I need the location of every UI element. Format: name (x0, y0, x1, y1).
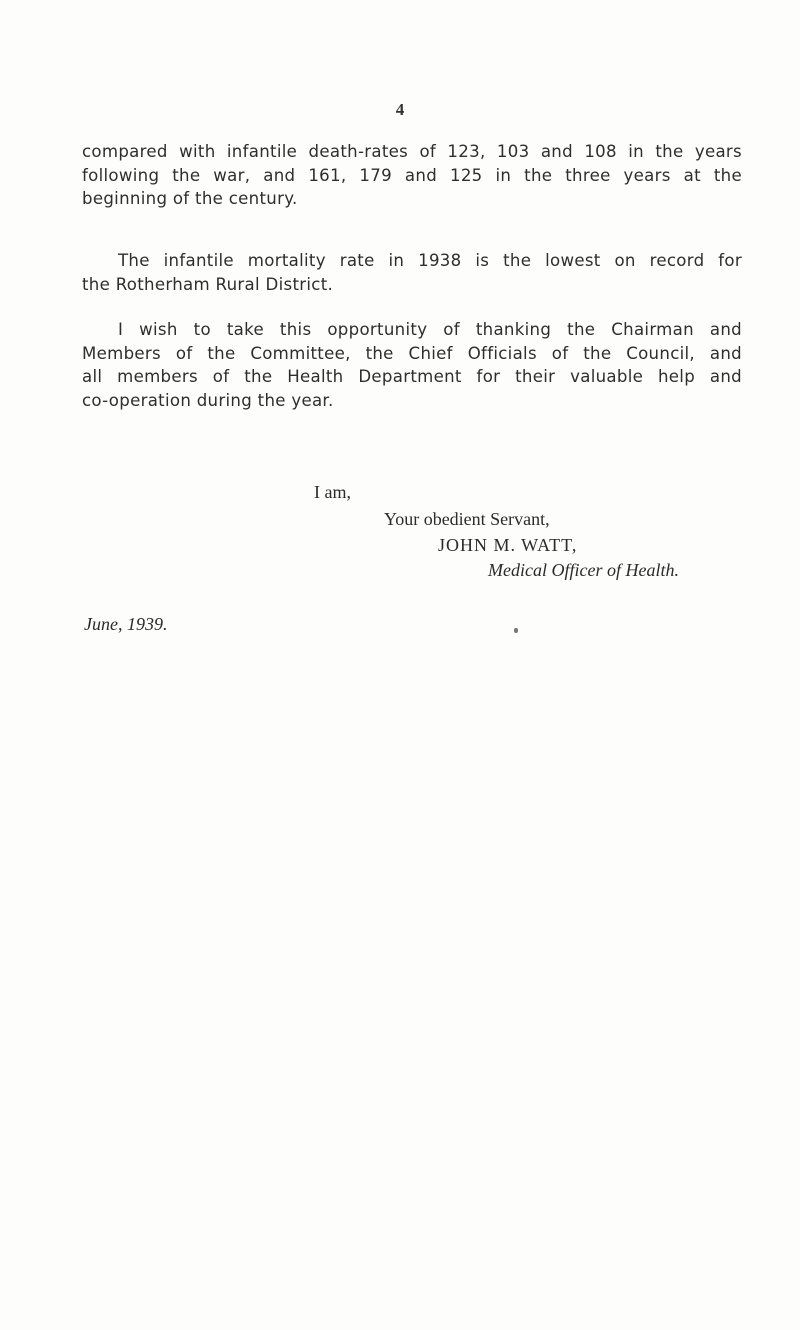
closing-valediction: Your obedient Servant, (384, 509, 550, 529)
signer-name: JOHN M. WATT, (438, 535, 578, 555)
closing-salutation: I am, (314, 482, 351, 502)
signer-title: Medical Officer of Health. (488, 560, 679, 580)
text-line: compared with infantile death-rates of 123, 103 and 108 in the years (82, 142, 742, 161)
page-number: 4 (395, 100, 405, 119)
text-line: The infantile mortality rate in 1938 is the lowest on record for (118, 251, 742, 270)
text-line: Members of the Committee, the Chief Officials of the Council, and (82, 343, 742, 363)
paragraph-death-rates (82, 140, 742, 211)
text-line: following the war, and 161, 179 and 125 in the three years at the (82, 165, 742, 185)
text-line: I wish to take this opportunity of thanking the Chairman and (118, 320, 742, 339)
dateline: June, 1939. (84, 614, 168, 634)
text-line: the Rotherham Rural District. (82, 274, 334, 294)
paper-speck (514, 628, 518, 633)
text-line: co-operation during the year. (82, 390, 334, 410)
paragraph-acknowledgements (82, 318, 742, 412)
text-line: all members of the Health Department for their valuable help and (82, 367, 742, 387)
text-line: beginning of the century. (82, 189, 298, 209)
paragraph-mortality-rate (82, 249, 742, 296)
